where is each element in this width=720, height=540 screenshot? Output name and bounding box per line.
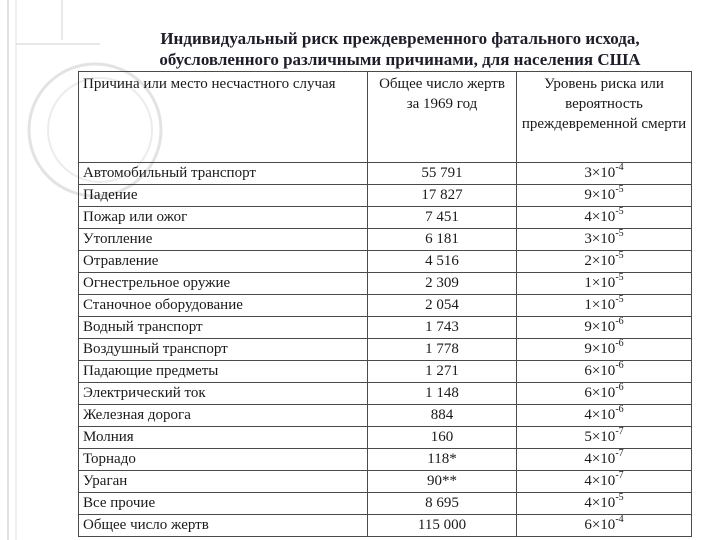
slide-title (90, 28, 710, 70)
victims-cell: 7 451 (368, 207, 517, 229)
cause-cell: Отравление (79, 251, 368, 273)
risk-mantissa: 1×10 (584, 297, 616, 313)
risk-cell (517, 383, 692, 405)
risk-mantissa: 3×10 (584, 165, 616, 181)
victims-cell: 1 148 (368, 383, 517, 405)
risk-mantissa: 6×10 (584, 517, 616, 533)
cause-cell: Электрический ток (79, 383, 368, 405)
risk-exponent: -5 (615, 184, 624, 195)
table-row (79, 317, 692, 339)
risk-cell (517, 339, 692, 361)
risk-table (78, 71, 692, 537)
risk-mantissa: 3×10 (584, 231, 616, 247)
risk-cell (517, 251, 692, 273)
table-row (79, 229, 692, 251)
table-row (79, 449, 692, 471)
risk-mantissa: 4×10 (584, 451, 616, 467)
risk-cell (517, 471, 692, 493)
table-row (79, 383, 692, 405)
header-risk: Уровень риска или вероятность преждевременной смерти (517, 72, 692, 163)
risk-exponent: -6 (615, 338, 624, 349)
victims-cell: 8 695 (368, 493, 517, 515)
table-row (79, 515, 692, 537)
header-cause: Причина или место несчастного случая (79, 72, 368, 163)
table-row (79, 339, 692, 361)
risk-exponent: -5 (615, 294, 624, 305)
risk-mantissa: 4×10 (584, 209, 616, 225)
cause-cell: Молния (79, 427, 368, 449)
risk-exponent: -5 (615, 228, 624, 239)
victims-cell: 55 791 (368, 163, 517, 185)
risk-exponent: -5 (615, 250, 624, 261)
risk-cell (517, 515, 692, 537)
risk-cell (517, 163, 692, 185)
cause-cell: Автомобильный транспорт (79, 163, 368, 185)
risk-cell (517, 273, 692, 295)
slide-title-line-1: Индивидуальный риск преждевременного фатального исхода, (160, 29, 640, 48)
table-row (79, 185, 692, 207)
table-row (79, 251, 692, 273)
risk-exponent: -6 (615, 404, 624, 415)
risk-cell (517, 405, 692, 427)
risk-cell (517, 427, 692, 449)
cause-cell: Общее число жертв (79, 515, 368, 537)
cause-cell: Станочное оборудование (79, 295, 368, 317)
victims-cell: 1 743 (368, 317, 517, 339)
victims-cell: 1 778 (368, 339, 517, 361)
victims-cell: 160 (368, 427, 517, 449)
risk-mantissa: 6×10 (584, 385, 616, 401)
header-victims: Общее число жертв за 1969 год (368, 72, 517, 163)
table-row (79, 493, 692, 515)
risk-cell (517, 295, 692, 317)
table-row (79, 427, 692, 449)
risk-mantissa: 4×10 (584, 495, 616, 511)
victims-cell: 2 309 (368, 273, 517, 295)
cause-cell: Утопление (79, 229, 368, 251)
risk-exponent: -5 (615, 492, 624, 503)
risk-cell (517, 229, 692, 251)
table-header-row (79, 72, 692, 163)
risk-exponent: -5 (615, 272, 624, 283)
risk-exponent: -5 (615, 206, 624, 217)
slide-title-line-2: обусловленного различными причинами, для населения США (159, 50, 641, 69)
victims-cell: 118* (368, 449, 517, 471)
risk-cell (517, 317, 692, 339)
table-row (79, 361, 692, 383)
risk-exponent: -7 (615, 426, 624, 437)
risk-mantissa: 9×10 (584, 341, 616, 357)
risk-mantissa: 9×10 (584, 319, 616, 335)
risk-cell (517, 449, 692, 471)
table-row (79, 273, 692, 295)
table-row (79, 163, 692, 185)
risk-cell (517, 207, 692, 229)
table-row (79, 207, 692, 229)
cause-cell: Огнестрельное оружие (79, 273, 368, 295)
cause-cell: Торнадо (79, 449, 368, 471)
cause-cell: Все прочие (79, 493, 368, 515)
risk-mantissa: 9×10 (584, 187, 616, 203)
victims-cell: 1 271 (368, 361, 517, 383)
risk-mantissa: 2×10 (584, 253, 616, 269)
victims-cell: 4 516 (368, 251, 517, 273)
cause-cell: Падающие предметы (79, 361, 368, 383)
risk-mantissa: 1×10 (584, 275, 616, 291)
cause-cell: Пожар или ожог (79, 207, 368, 229)
risk-exponent: -6 (615, 316, 624, 327)
cause-cell: Воздушный транспорт (79, 339, 368, 361)
victims-cell: 115 000 (368, 515, 517, 537)
risk-cell (517, 361, 692, 383)
cause-cell: Водный транспорт (79, 317, 368, 339)
cause-cell: Падение (79, 185, 368, 207)
cause-cell: Железная дорога (79, 405, 368, 427)
risk-exponent: -4 (615, 162, 624, 173)
victims-cell: 2 054 (368, 295, 517, 317)
risk-mantissa: 4×10 (584, 407, 616, 423)
cause-cell: Ураган (79, 471, 368, 493)
table-body (79, 163, 692, 537)
risk-exponent: -6 (615, 382, 624, 393)
risk-cell (517, 493, 692, 515)
risk-exponent: -7 (615, 470, 624, 481)
risk-mantissa: 6×10 (584, 363, 616, 379)
risk-mantissa: 4×10 (584, 473, 616, 489)
victims-cell: 6 181 (368, 229, 517, 251)
table-row (79, 471, 692, 493)
victims-cell: 90** (368, 471, 517, 493)
table-row (79, 295, 692, 317)
risk-exponent: -4 (615, 514, 624, 525)
victims-cell: 884 (368, 405, 517, 427)
victims-cell: 17 827 (368, 185, 517, 207)
risk-mantissa: 5×10 (584, 429, 616, 445)
risk-exponent: -6 (615, 360, 624, 371)
risk-cell (517, 185, 692, 207)
table-row (79, 405, 692, 427)
risk-exponent: -7 (615, 448, 624, 459)
